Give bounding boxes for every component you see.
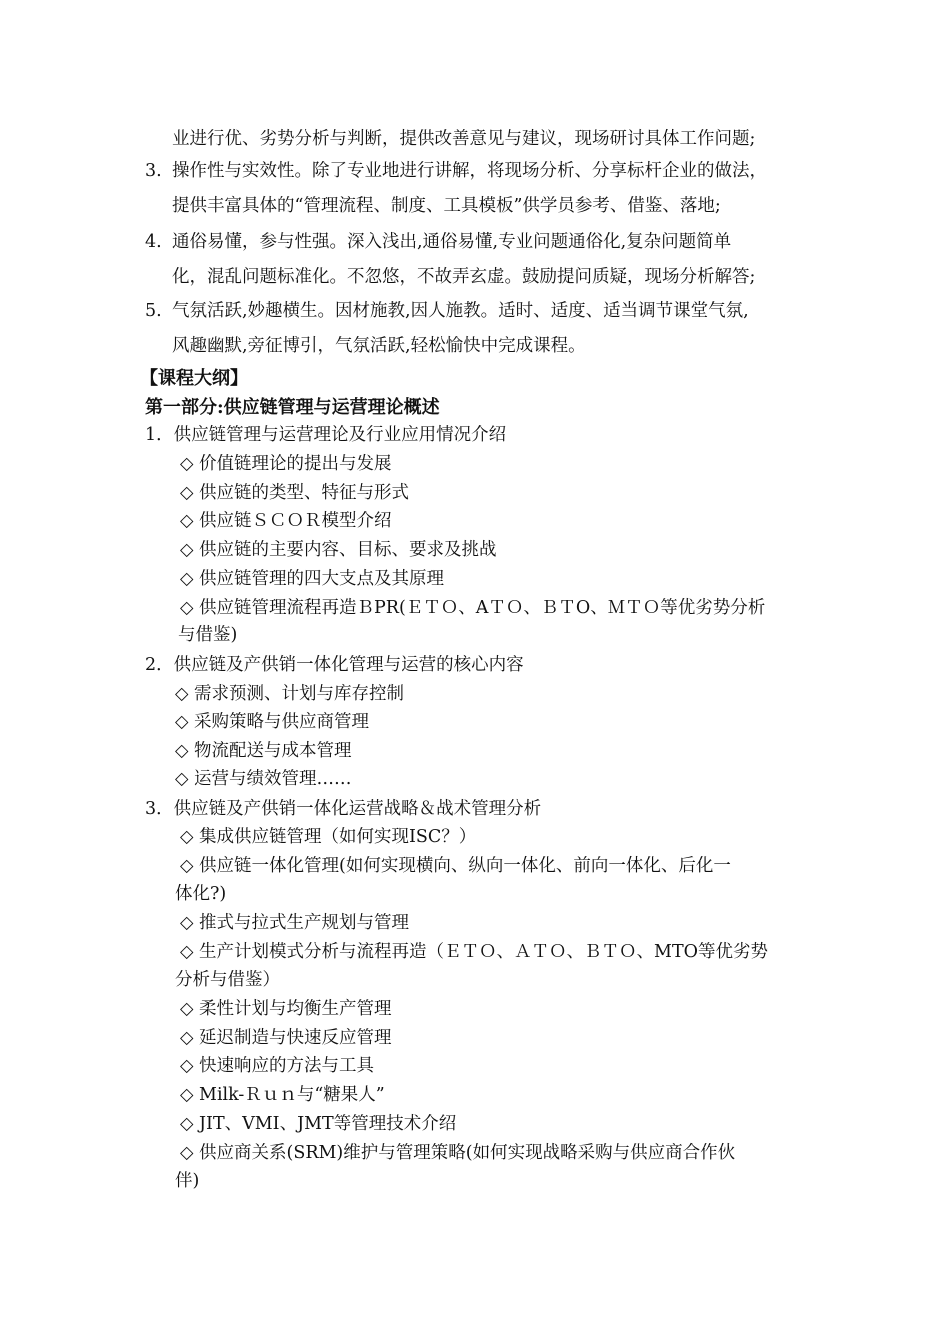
bullet-item-continuation: 与借鉴)	[178, 625, 238, 645]
course-outline-heading: 【课程大纲】	[140, 368, 248, 389]
intro-item-text: 通俗易懂，参与性强。深入浅出,通俗易懂,专业问题通俗化,复杂问题简单	[172, 232, 732, 252]
bullet-item: ◇ 生产计划模式分析与流程再造（ＥＴＯ、ＡＴＯ、ＢＴＯ、MTO等优劣势	[180, 942, 768, 962]
intro-item-text: 提供丰富具体的“管理流程、制度、工具模板”供学员参考、借鉴、落地;	[172, 196, 721, 216]
bullet-item: ◇ 需求预测、计划与库存控制	[175, 684, 405, 704]
section-title: 3．供应链及产供销一体化运营战略＆战术管理分析	[145, 799, 542, 819]
intro-item-text: 风趣幽默,旁征博引，气氛活跃,轻松愉快中完成课程。	[172, 336, 586, 356]
bullet-item: ◇ 供应商关系(SRM)维护与管理策略(如何实现战略采购与供应商合作伙	[180, 1143, 736, 1163]
bullet-item: ◇ 物流配送与成本管理	[175, 741, 352, 761]
intro-item-number: 3.	[145, 161, 162, 181]
bullet-item: ◇ JIT、VMI、JMT等管理技术介绍	[180, 1114, 457, 1134]
bullet-item: ◇ 价值链理论的提出与发展	[180, 454, 392, 474]
bullet-item-continuation: 体化?)	[175, 884, 227, 904]
intro-continuation-line: 业进行优、劣势分析与判断，提供改善意见与建议，现场研讨具体工作问题;	[172, 129, 756, 149]
bullet-item: ◇ 采购策略与供应商管理	[175, 712, 370, 732]
bullet-item: ◇ 供应链一体化管理(如何实现横向、纵向一体化、前向一体化、后化一	[180, 856, 731, 876]
bullet-item: ◇ 延迟制造与快速反应管理	[180, 1028, 392, 1048]
intro-item-number: 4.	[145, 232, 162, 252]
intro-item-text: 化，混乱问题标准化。不忽悠，不故弄玄虚。鼓励提问质疑，现场分析解答;	[172, 267, 756, 287]
bullet-item: ◇ 供应链的主要内容、目标、要求及挑战	[180, 540, 497, 560]
intro-item-number: 5.	[145, 301, 162, 321]
bullet-item: ◇ 集成供应链管理（如何实现ISC？）	[180, 827, 477, 847]
intro-item-text: 操作性与实效性。除了专业地进行讲解，将现场分析、分享标杆企业的做法，	[172, 161, 767, 181]
bullet-item: ◇ 运营与绩效管理……	[175, 769, 352, 789]
bullet-item: ◇ 供应链ＳＣＯＲ模型介绍	[180, 511, 392, 531]
bullet-item: ◇ 柔性计划与均衡生产管理	[180, 999, 392, 1019]
bullet-item: ◇ 推式与拉式生产规划与管理	[180, 913, 410, 933]
bullet-item: ◇ 供应链管理的四大支点及其原理	[180, 569, 445, 589]
bullet-item: ◇ 供应链管理流程再造ＢPR(ＥＴＯ、AＴＯ、ＢＴO、ＭＴＯ等优劣势分析	[180, 598, 766, 618]
section-title: 1．供应链管理与运营理论及行业应用情况介绍	[145, 425, 507, 445]
part-one-title: 第一部分:供应链管理与运营理论概述	[145, 397, 440, 418]
bullet-item: ◇ Milk-Ｒｕｎ与“糖果人”	[180, 1085, 385, 1105]
bullet-item: ◇ 供应链的类型、特征与形式	[180, 483, 410, 503]
bullet-item-continuation: 伴)	[175, 1171, 200, 1191]
bullet-item: ◇ 快速响应的方法与工具	[180, 1056, 375, 1076]
intro-item-text: 气氛活跃,妙趣横生。因材施教,因人施教。适时、适度、适当调节课堂气氛,	[172, 301, 749, 321]
section-title: 2．供应链及产供销一体化管理与运营的核心内容	[145, 655, 524, 675]
bullet-item-continuation: 分析与借鉴）	[175, 970, 280, 990]
